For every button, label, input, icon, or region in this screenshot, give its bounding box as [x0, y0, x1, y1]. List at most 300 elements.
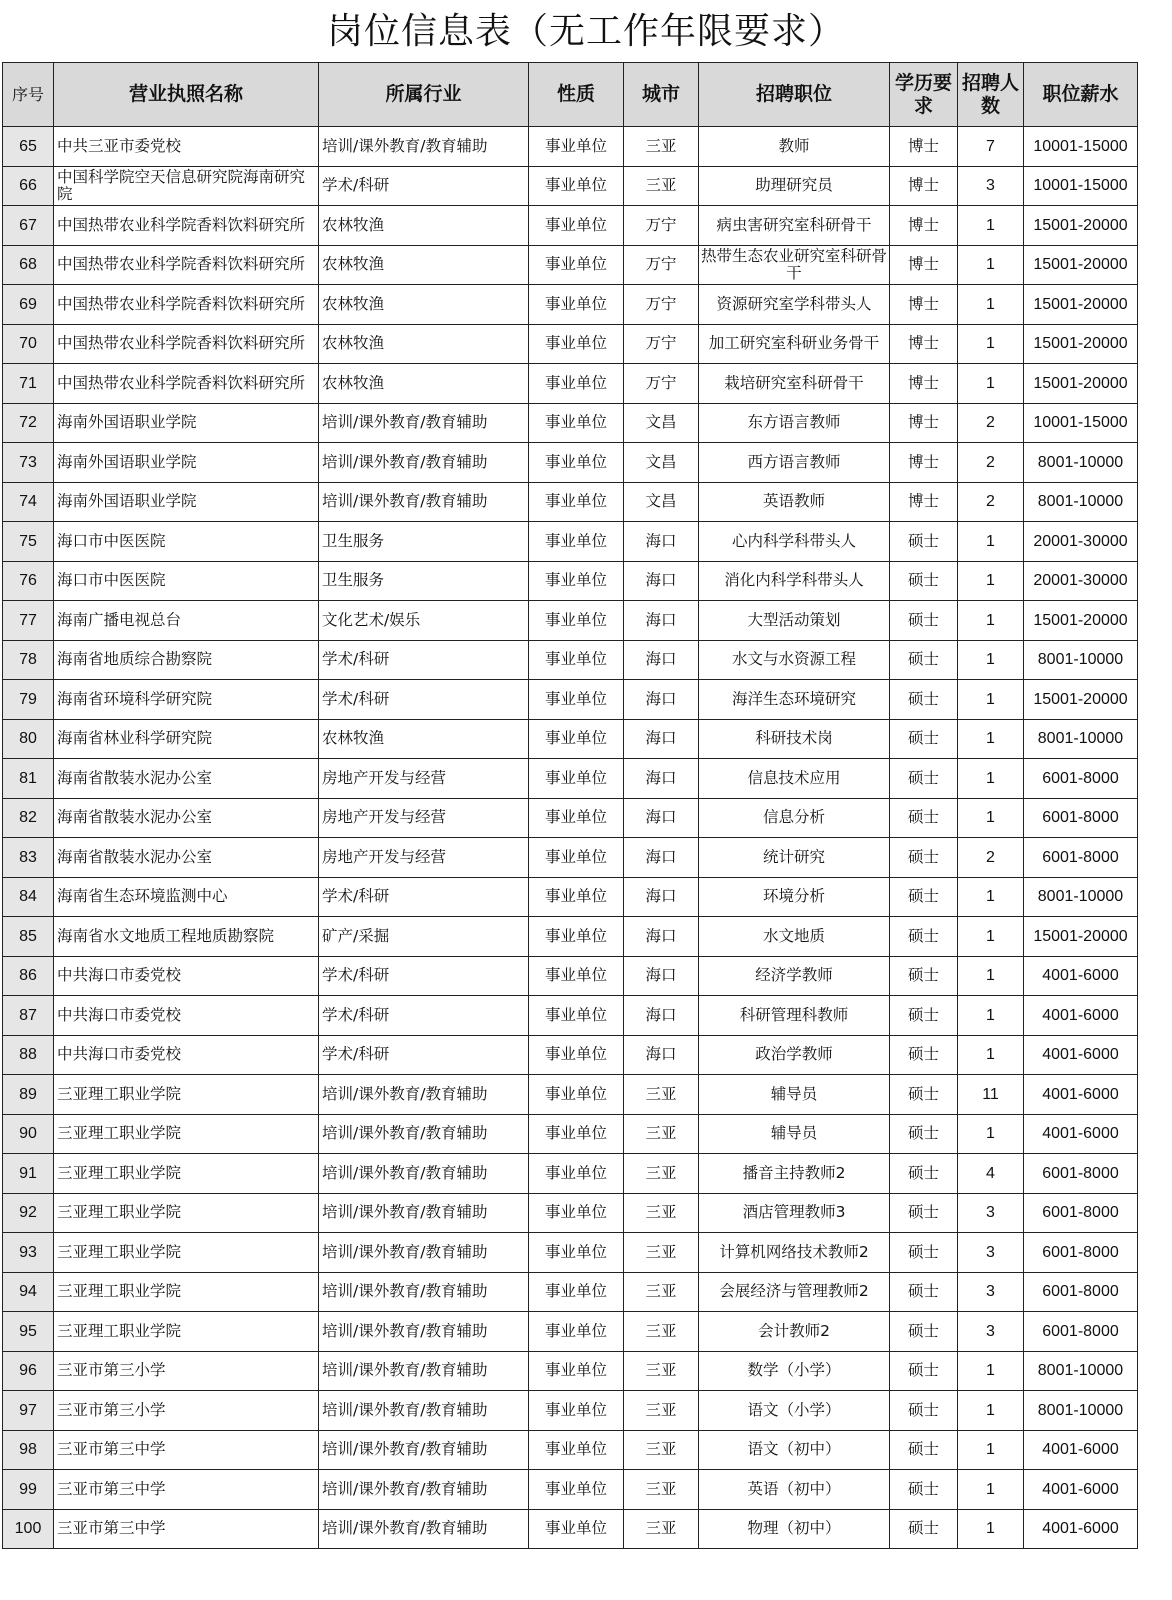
- cell-industry: 农林牧渔: [319, 285, 529, 325]
- cell-nature: 事业单位: [529, 1470, 624, 1510]
- cell-salary: 6001-8000: [1024, 838, 1138, 878]
- cell-company: 海南省林业科学研究院: [54, 719, 319, 759]
- cell-city: 三亚: [624, 1075, 699, 1115]
- cell-industry: 农林牧渔: [319, 719, 529, 759]
- cell-education: 硕士: [890, 1391, 958, 1431]
- cell-seq: 65: [3, 127, 54, 167]
- cell-salary: 10001-15000: [1024, 166, 1138, 206]
- cell-education: 硕士: [890, 1233, 958, 1273]
- cell-count: 1: [958, 601, 1024, 641]
- cell-salary: 15001-20000: [1024, 324, 1138, 364]
- cell-education: 博士: [890, 206, 958, 246]
- table-row: [3, 680, 1138, 720]
- cell-company: 海南省散装水泥办公室: [54, 798, 319, 838]
- cell-count: 7: [958, 127, 1024, 167]
- cell-nature: 事业单位: [529, 206, 624, 246]
- cell-count: 3: [958, 166, 1024, 206]
- cell-education: 硕士: [890, 1272, 958, 1312]
- cell-nature: 事业单位: [529, 1272, 624, 1312]
- cell-city: 三亚: [624, 1430, 699, 1470]
- header-company: 营业执照名称: [54, 63, 319, 127]
- cell-position: 语文（初中）: [699, 1430, 890, 1470]
- cell-salary: 4001-6000: [1024, 1114, 1138, 1154]
- table-row: [3, 166, 1138, 206]
- cell-seq: 76: [3, 561, 54, 601]
- cell-count: 1: [958, 285, 1024, 325]
- header-salary: 职位薪水: [1024, 63, 1138, 127]
- cell-city: 海口: [624, 877, 699, 917]
- cell-seq: 93: [3, 1233, 54, 1273]
- cell-nature: 事业单位: [529, 640, 624, 680]
- cell-nature: 事业单位: [529, 1509, 624, 1549]
- cell-company: 三亚市第三中学: [54, 1470, 319, 1510]
- table-row: [3, 403, 1138, 443]
- cell-nature: 事业单位: [529, 364, 624, 404]
- cell-seq: 73: [3, 443, 54, 483]
- cell-salary: 8001-10000: [1024, 877, 1138, 917]
- cell-seq: 95: [3, 1312, 54, 1352]
- cell-nature: 事业单位: [529, 285, 624, 325]
- cell-seq: 70: [3, 324, 54, 364]
- cell-salary: 4001-6000: [1024, 1470, 1138, 1510]
- cell-seq: 85: [3, 917, 54, 957]
- cell-count: 1: [958, 680, 1024, 720]
- cell-company: 海南省散装水泥办公室: [54, 838, 319, 878]
- cell-count: 1: [958, 640, 1024, 680]
- cell-count: 1: [958, 561, 1024, 601]
- cell-count: 1: [958, 1114, 1024, 1154]
- table-row: [3, 1430, 1138, 1470]
- cell-count: 1: [958, 798, 1024, 838]
- cell-salary: 4001-6000: [1024, 956, 1138, 996]
- cell-count: 1: [958, 245, 1024, 285]
- cell-seq: 86: [3, 956, 54, 996]
- page-title: 岗位信息表（无工作年限要求）: [326, 11, 845, 52]
- cell-position: 会展经济与管理教师2: [699, 1272, 890, 1312]
- cell-company: 三亚市第三小学: [54, 1391, 319, 1431]
- table-row: [3, 1509, 1138, 1549]
- cell-salary: 10001-15000: [1024, 127, 1138, 167]
- cell-position: 政治学教师: [699, 1035, 890, 1075]
- cell-seq: 96: [3, 1351, 54, 1391]
- cell-count: 1: [958, 1509, 1024, 1549]
- cell-education: 硕士: [890, 1509, 958, 1549]
- cell-industry: 培训/课外教育/教育辅助: [319, 1509, 529, 1549]
- table-row: [3, 640, 1138, 680]
- cell-position: 大型活动策划: [699, 601, 890, 641]
- cell-seq: 78: [3, 640, 54, 680]
- cell-company: 海南省环境科学研究院: [54, 680, 319, 720]
- cell-nature: 事业单位: [529, 482, 624, 522]
- cell-company: 海南外国语职业学院: [54, 482, 319, 522]
- cell-education: 硕士: [890, 1351, 958, 1391]
- cell-position: 播音主持教师2: [699, 1154, 890, 1194]
- cell-salary: 20001-30000: [1024, 561, 1138, 601]
- cell-count: 1: [958, 996, 1024, 1036]
- table-row: [3, 522, 1138, 562]
- cell-salary: 4001-6000: [1024, 1430, 1138, 1470]
- cell-nature: 事业单位: [529, 245, 624, 285]
- table-row: [3, 206, 1138, 246]
- cell-company: 三亚理工职业学院: [54, 1154, 319, 1194]
- cell-company: 海南省生态环境监测中心: [54, 877, 319, 917]
- cell-seq: 92: [3, 1193, 54, 1233]
- cell-company: 中共三亚市委党校: [54, 127, 319, 167]
- cell-education: 硕士: [890, 522, 958, 562]
- cell-industry: 培训/课外教育/教育辅助: [319, 1154, 529, 1194]
- cell-position: 水文与水资源工程: [699, 640, 890, 680]
- table-header-row: [3, 63, 1138, 127]
- cell-education: 硕士: [890, 759, 958, 799]
- cell-city: 海口: [624, 522, 699, 562]
- cell-salary: 4001-6000: [1024, 996, 1138, 1036]
- table-row: [3, 1391, 1138, 1431]
- cell-salary: 15001-20000: [1024, 364, 1138, 404]
- cell-position: 酒店管理教师3: [699, 1193, 890, 1233]
- table-row: [3, 1114, 1138, 1154]
- cell-industry: 学术/科研: [319, 166, 529, 206]
- cell-industry: 培训/课外教育/教育辅助: [319, 1430, 529, 1470]
- cell-position: 加工研究室科研业务骨干: [699, 324, 890, 364]
- cell-position: 信息技术应用: [699, 759, 890, 799]
- cell-salary: 6001-8000: [1024, 1233, 1138, 1273]
- cell-position: 水文地质: [699, 917, 890, 957]
- cell-position: 英语教师: [699, 482, 890, 522]
- cell-city: 三亚: [624, 1391, 699, 1431]
- cell-city: 三亚: [624, 1114, 699, 1154]
- cell-industry: 培训/课外教育/教育辅助: [319, 1075, 529, 1115]
- cell-city: 三亚: [624, 127, 699, 167]
- cell-position: 信息分析: [699, 798, 890, 838]
- cell-seq: 100: [3, 1509, 54, 1549]
- cell-salary: 15001-20000: [1024, 206, 1138, 246]
- table-row: [3, 759, 1138, 799]
- cell-company: 海南外国语职业学院: [54, 443, 319, 483]
- cell-city: 三亚: [624, 1272, 699, 1312]
- cell-industry: 培训/课外教育/教育辅助: [319, 127, 529, 167]
- cell-company: 三亚理工职业学院: [54, 1233, 319, 1273]
- cell-nature: 事业单位: [529, 324, 624, 364]
- cell-nature: 事业单位: [529, 759, 624, 799]
- cell-company: 中国科学院空天信息研究院海南研究院: [54, 166, 319, 206]
- cell-salary: 6001-8000: [1024, 798, 1138, 838]
- table-row: [3, 996, 1138, 1036]
- cell-count: 1: [958, 1391, 1024, 1431]
- cell-city: 万宁: [624, 245, 699, 285]
- cell-industry: 农林牧渔: [319, 206, 529, 246]
- cell-position: 统计研究: [699, 838, 890, 878]
- cell-city: 海口: [624, 838, 699, 878]
- table-row: [3, 798, 1138, 838]
- cell-education: 硕士: [890, 1154, 958, 1194]
- table-row: [3, 917, 1138, 957]
- cell-city: 海口: [624, 561, 699, 601]
- cell-education: 博士: [890, 166, 958, 206]
- cell-seq: 71: [3, 364, 54, 404]
- cell-education: 硕士: [890, 956, 958, 996]
- table-row: [3, 1075, 1138, 1115]
- table-row: [3, 1470, 1138, 1510]
- cell-industry: 卫生服务: [319, 522, 529, 562]
- cell-city: 文昌: [624, 443, 699, 483]
- cell-position: 计算机网络技术教师2: [699, 1233, 890, 1273]
- cell-seq: 99: [3, 1470, 54, 1510]
- cell-education: 博士: [890, 364, 958, 404]
- cell-education: 硕士: [890, 996, 958, 1036]
- cell-company: 三亚理工职业学院: [54, 1312, 319, 1352]
- cell-seq: 66: [3, 166, 54, 206]
- cell-position: 西方语言教师: [699, 443, 890, 483]
- cell-industry: 矿产/采掘: [319, 917, 529, 957]
- table-row: [3, 1312, 1138, 1352]
- cell-city: 三亚: [624, 1351, 699, 1391]
- cell-position: 病虫害研究室科研骨干: [699, 206, 890, 246]
- table-row: [3, 324, 1138, 364]
- cell-industry: 培训/课外教育/教育辅助: [319, 1114, 529, 1154]
- cell-city: 海口: [624, 719, 699, 759]
- table-row: [3, 245, 1138, 285]
- cell-city: 文昌: [624, 403, 699, 443]
- cell-nature: 事业单位: [529, 127, 624, 167]
- cell-city: 三亚: [624, 1233, 699, 1273]
- cell-company: 中共海口市委党校: [54, 956, 319, 996]
- cell-education: 硕士: [890, 917, 958, 957]
- cell-seq: 74: [3, 482, 54, 522]
- cell-nature: 事业单位: [529, 1391, 624, 1431]
- cell-seq: 75: [3, 522, 54, 562]
- cell-count: 1: [958, 1351, 1024, 1391]
- cell-count: 1: [958, 1470, 1024, 1510]
- cell-education: 博士: [890, 324, 958, 364]
- cell-city: 万宁: [624, 364, 699, 404]
- cell-count: 1: [958, 324, 1024, 364]
- cell-salary: 6001-8000: [1024, 759, 1138, 799]
- cell-count: 3: [958, 1193, 1024, 1233]
- cell-education: 博士: [890, 482, 958, 522]
- cell-nature: 事业单位: [529, 403, 624, 443]
- cell-city: 三亚: [624, 1312, 699, 1352]
- cell-company: 中国热带农业科学院香料饮料研究所: [54, 206, 319, 246]
- cell-seq: 77: [3, 601, 54, 641]
- cell-count: 1: [958, 719, 1024, 759]
- cell-position: 东方语言教师: [699, 403, 890, 443]
- cell-salary: 20001-30000: [1024, 522, 1138, 562]
- cell-industry: 农林牧渔: [319, 324, 529, 364]
- table-row: [3, 1035, 1138, 1075]
- cell-salary: 15001-20000: [1024, 285, 1138, 325]
- cell-position: 栽培研究室科研骨干: [699, 364, 890, 404]
- cell-industry: 学术/科研: [319, 640, 529, 680]
- cell-industry: 培训/课外教育/教育辅助: [319, 1233, 529, 1273]
- cell-city: 海口: [624, 996, 699, 1036]
- cell-industry: 房地产开发与经营: [319, 798, 529, 838]
- cell-company: 三亚理工职业学院: [54, 1075, 319, 1115]
- cell-company: 海南广播电视总台: [54, 601, 319, 641]
- cell-salary: 15001-20000: [1024, 245, 1138, 285]
- cell-company: 海南省水文地质工程地质勘察院: [54, 917, 319, 957]
- cell-position: 教师: [699, 127, 890, 167]
- cell-city: 海口: [624, 759, 699, 799]
- cell-industry: 培训/课外教育/教育辅助: [319, 1391, 529, 1431]
- table-row: [3, 838, 1138, 878]
- cell-city: 文昌: [624, 482, 699, 522]
- cell-company: 三亚市第三中学: [54, 1430, 319, 1470]
- cell-nature: 事业单位: [529, 561, 624, 601]
- cell-city: 海口: [624, 640, 699, 680]
- cell-seq: 87: [3, 996, 54, 1036]
- cell-company: 海口市中医医院: [54, 561, 319, 601]
- cell-city: 三亚: [624, 1154, 699, 1194]
- cell-seq: 89: [3, 1075, 54, 1115]
- cell-city: 海口: [624, 601, 699, 641]
- header-seq: 序号: [3, 63, 54, 127]
- header-position: 招聘职位: [699, 63, 890, 127]
- table-row: [3, 443, 1138, 483]
- cell-salary: 6001-8000: [1024, 1154, 1138, 1194]
- cell-count: 3: [958, 1312, 1024, 1352]
- cell-education: 硕士: [890, 680, 958, 720]
- cell-nature: 事业单位: [529, 601, 624, 641]
- cell-seq: 90: [3, 1114, 54, 1154]
- cell-seq: 81: [3, 759, 54, 799]
- cell-industry: 学术/科研: [319, 877, 529, 917]
- header-city: 城市: [624, 63, 699, 127]
- table-body: [3, 127, 1138, 1549]
- cell-seq: 82: [3, 798, 54, 838]
- cell-education: 硕士: [890, 1470, 958, 1510]
- cell-count: 1: [958, 1430, 1024, 1470]
- cell-seq: 72: [3, 403, 54, 443]
- cell-position: 物理（初中）: [699, 1509, 890, 1549]
- cell-industry: 培训/课外教育/教育辅助: [319, 403, 529, 443]
- cell-position: 科研技术岗: [699, 719, 890, 759]
- table-row: [3, 1193, 1138, 1233]
- cell-education: 硕士: [890, 838, 958, 878]
- cell-education: 硕士: [890, 1114, 958, 1154]
- cell-industry: 培训/课外教育/教育辅助: [319, 482, 529, 522]
- cell-city: 海口: [624, 680, 699, 720]
- cell-nature: 事业单位: [529, 1430, 624, 1470]
- cell-education: 博士: [890, 127, 958, 167]
- cell-salary: 4001-6000: [1024, 1509, 1138, 1549]
- cell-salary: 8001-10000: [1024, 482, 1138, 522]
- cell-education: 博士: [890, 443, 958, 483]
- cell-education: 硕士: [890, 1075, 958, 1115]
- cell-count: 1: [958, 877, 1024, 917]
- cell-city: 三亚: [624, 1470, 699, 1510]
- cell-salary: 4001-6000: [1024, 1035, 1138, 1075]
- cell-company: 中共海口市委党校: [54, 996, 319, 1036]
- cell-salary: 8001-10000: [1024, 1351, 1138, 1391]
- cell-industry: 农林牧渔: [319, 245, 529, 285]
- table-row: [3, 1351, 1138, 1391]
- cell-position: 热带生态农业研究室科研骨干: [699, 245, 890, 285]
- cell-education: 硕士: [890, 877, 958, 917]
- table-row: [3, 127, 1138, 167]
- cell-company: 海南省地质综合勘察院: [54, 640, 319, 680]
- cell-nature: 事业单位: [529, 1154, 624, 1194]
- cell-seq: 79: [3, 680, 54, 720]
- cell-education: 硕士: [890, 719, 958, 759]
- cell-nature: 事业单位: [529, 1035, 624, 1075]
- cell-company: 中国热带农业科学院香料饮料研究所: [54, 285, 319, 325]
- cell-seq: 68: [3, 245, 54, 285]
- cell-industry: 学术/科研: [319, 996, 529, 1036]
- cell-city: 海口: [624, 798, 699, 838]
- cell-industry: 卫生服务: [319, 561, 529, 601]
- cell-city: 万宁: [624, 206, 699, 246]
- cell-position: 资源研究室学科带头人: [699, 285, 890, 325]
- cell-nature: 事业单位: [529, 1193, 624, 1233]
- cell-salary: 15001-20000: [1024, 680, 1138, 720]
- cell-company: 中共海口市委党校: [54, 1035, 319, 1075]
- cell-salary: 6001-8000: [1024, 1272, 1138, 1312]
- cell-seq: 67: [3, 206, 54, 246]
- job-table: [2, 62, 1138, 1549]
- cell-position: 海洋生态环境研究: [699, 680, 890, 720]
- cell-nature: 事业单位: [529, 522, 624, 562]
- cell-position: 经济学教师: [699, 956, 890, 996]
- cell-nature: 事业单位: [529, 838, 624, 878]
- cell-city: 海口: [624, 1035, 699, 1075]
- cell-nature: 事业单位: [529, 877, 624, 917]
- cell-count: 3: [958, 1272, 1024, 1312]
- cell-city: 三亚: [624, 1509, 699, 1549]
- cell-nature: 事业单位: [529, 798, 624, 838]
- cell-education: 硕士: [890, 1430, 958, 1470]
- cell-count: 1: [958, 759, 1024, 799]
- cell-salary: 8001-10000: [1024, 719, 1138, 759]
- cell-salary: 10001-15000: [1024, 403, 1138, 443]
- cell-company: 海南外国语职业学院: [54, 403, 319, 443]
- cell-nature: 事业单位: [529, 996, 624, 1036]
- cell-seq: 80: [3, 719, 54, 759]
- cell-company: 中国热带农业科学院香料饮料研究所: [54, 364, 319, 404]
- header-industry: 所属行业: [319, 63, 529, 127]
- cell-company: 三亚理工职业学院: [54, 1114, 319, 1154]
- table-row: [3, 364, 1138, 404]
- cell-industry: 房地产开发与经营: [319, 759, 529, 799]
- cell-position: 英语（初中）: [699, 1470, 890, 1510]
- cell-industry: 培训/课外教育/教育辅助: [319, 1470, 529, 1510]
- cell-city: 三亚: [624, 166, 699, 206]
- cell-nature: 事业单位: [529, 719, 624, 759]
- cell-position: 心内科学科带头人: [699, 522, 890, 562]
- cell-city: 万宁: [624, 285, 699, 325]
- cell-salary: 6001-8000: [1024, 1193, 1138, 1233]
- table-row: [3, 1233, 1138, 1273]
- cell-seq: 88: [3, 1035, 54, 1075]
- cell-city: 三亚: [624, 1193, 699, 1233]
- cell-industry: 学术/科研: [319, 680, 529, 720]
- cell-count: 4: [958, 1154, 1024, 1194]
- cell-education: 博士: [890, 403, 958, 443]
- cell-city: 海口: [624, 956, 699, 996]
- cell-industry: 培训/课外教育/教育辅助: [319, 1312, 529, 1352]
- cell-count: 1: [958, 956, 1024, 996]
- cell-education: 硕士: [890, 798, 958, 838]
- cell-nature: 事业单位: [529, 1075, 624, 1115]
- table-row: [3, 719, 1138, 759]
- cell-education: 博士: [890, 245, 958, 285]
- cell-salary: 15001-20000: [1024, 917, 1138, 957]
- cell-position: 会计教师2: [699, 1312, 890, 1352]
- cell-company: 海南省散装水泥办公室: [54, 759, 319, 799]
- cell-industry: 学术/科研: [319, 956, 529, 996]
- cell-seq: 84: [3, 877, 54, 917]
- cell-education: 博士: [890, 285, 958, 325]
- cell-seq: 91: [3, 1154, 54, 1194]
